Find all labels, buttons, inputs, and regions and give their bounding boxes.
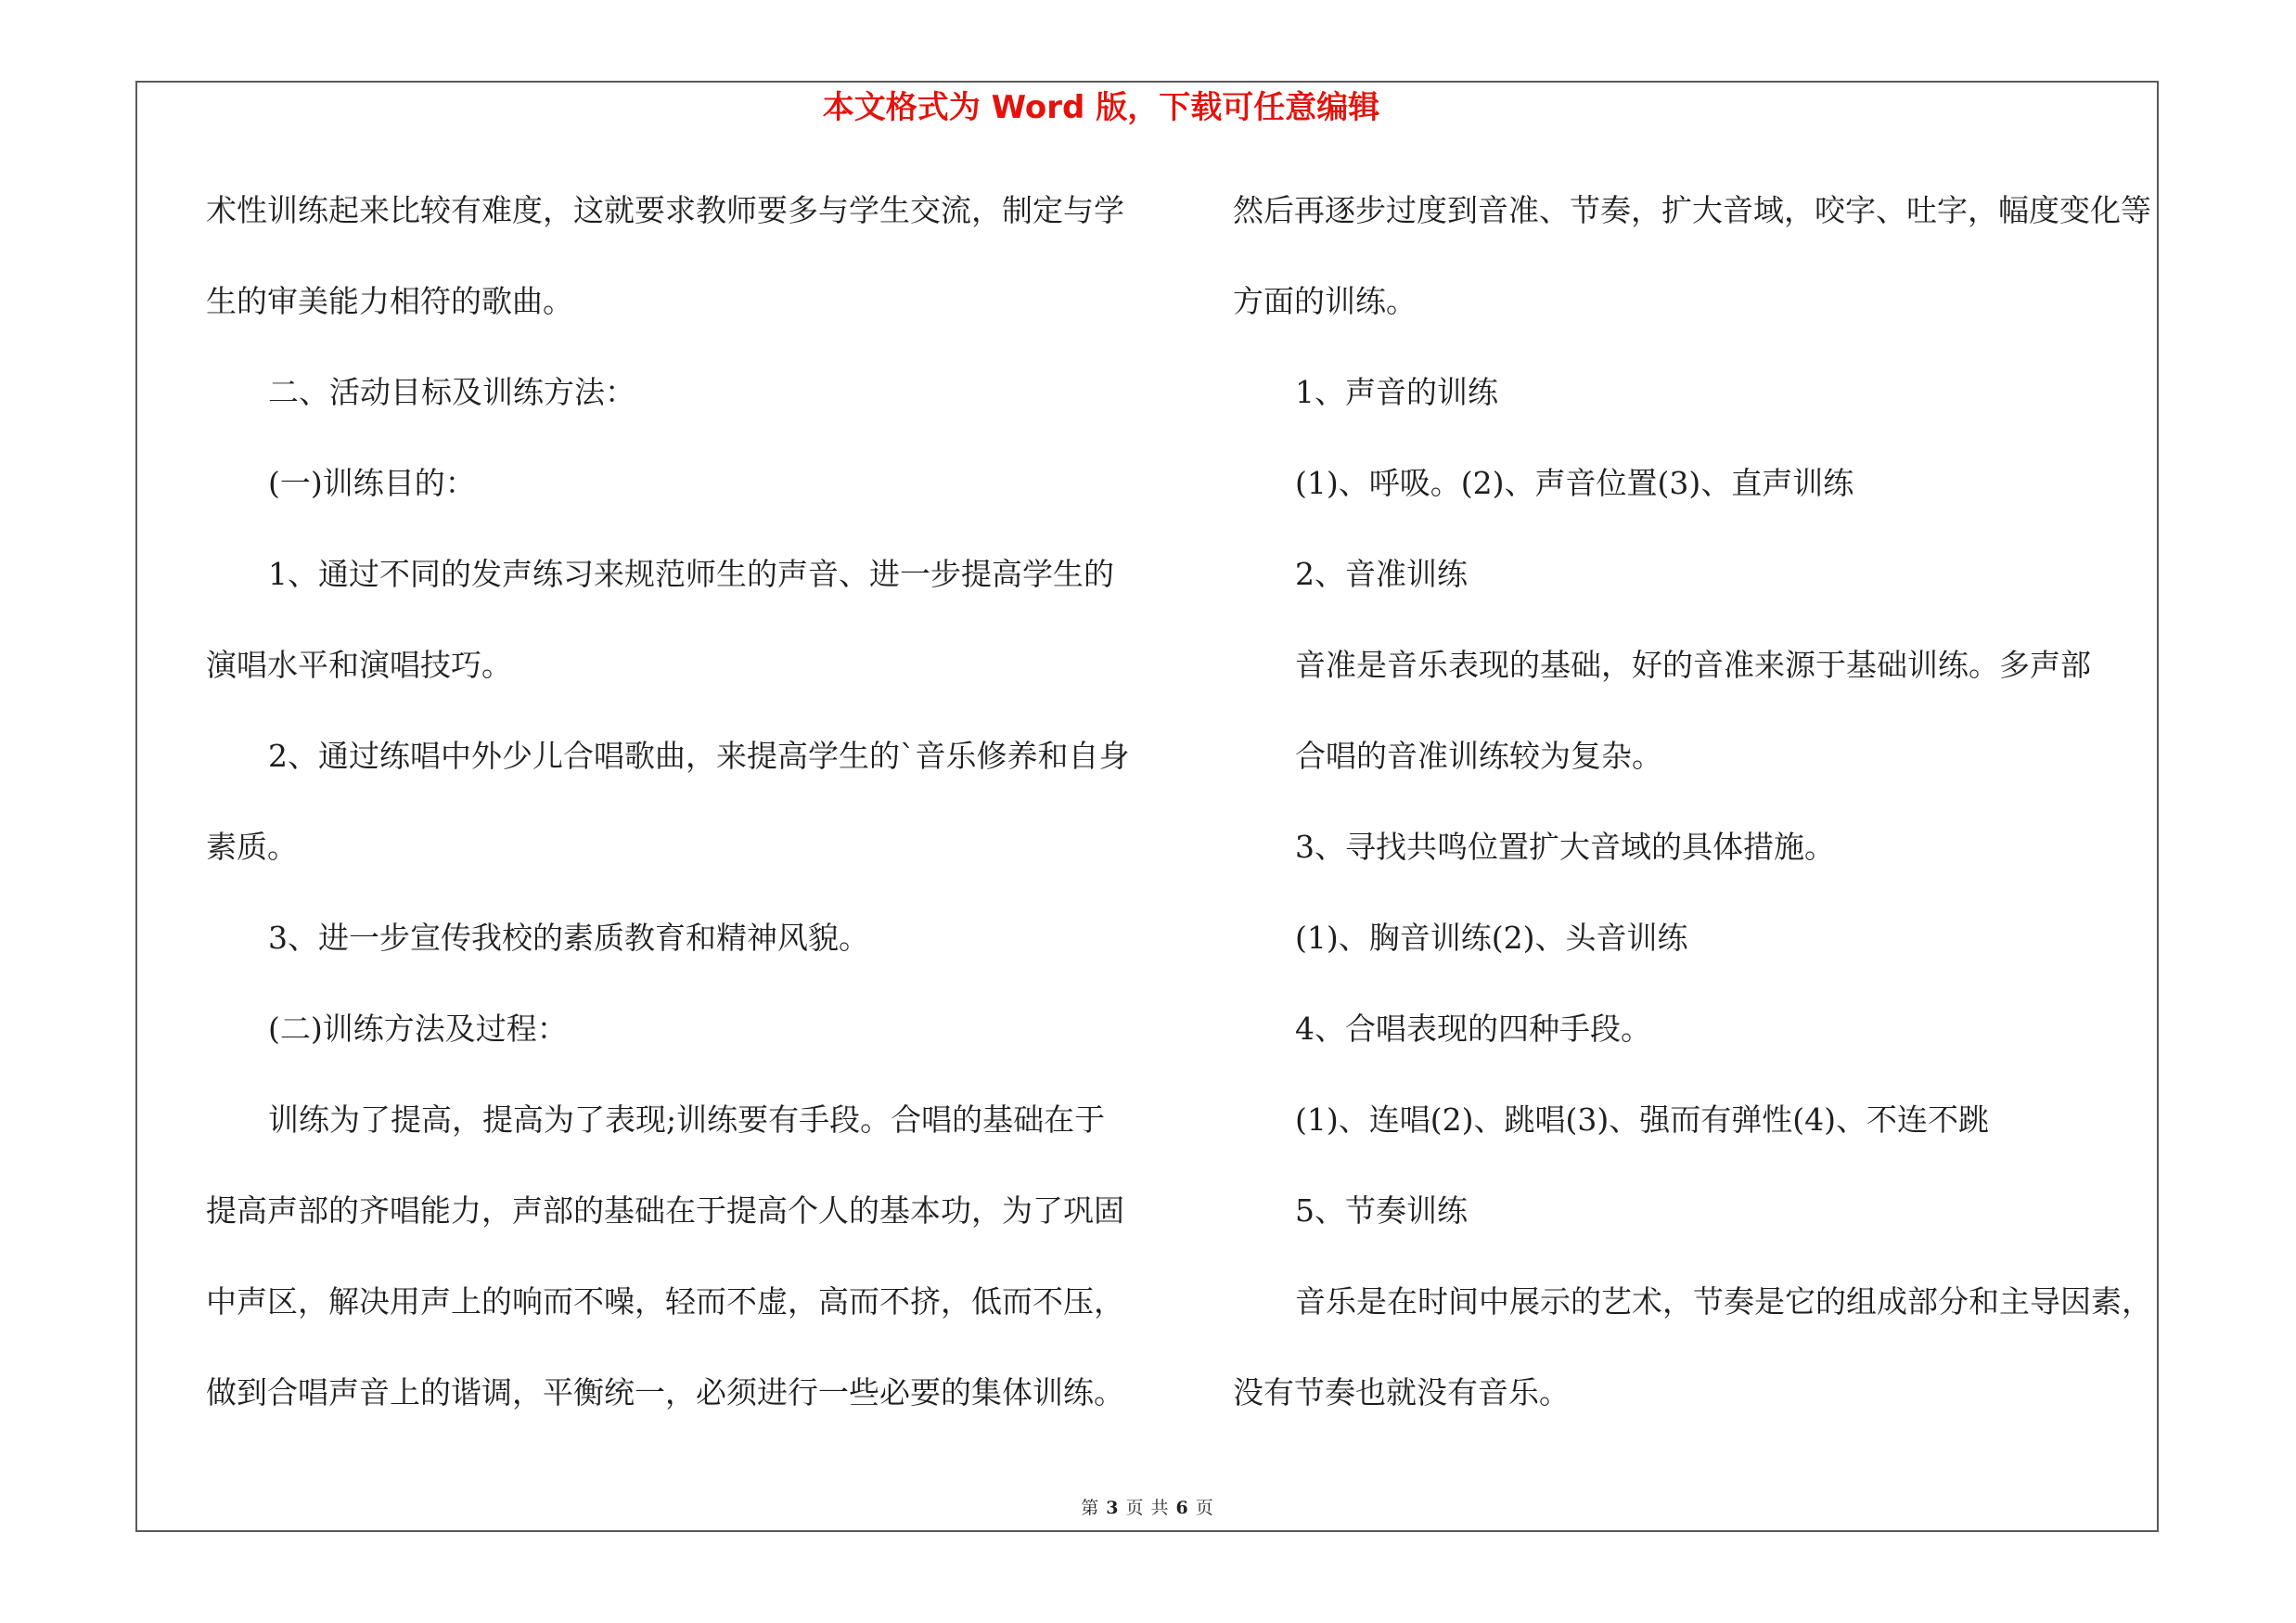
page-number-footer bbox=[135, 1496, 2159, 1520]
right-column-line: (1)、胸音训练(2)、头音训练 bbox=[1295, 920, 1688, 956]
page-suffix: 页 bbox=[1125, 1498, 1144, 1518]
left-column-line: 素质。 bbox=[206, 829, 298, 865]
right-column-line: 音乐是在时间中展示的艺术，节奏是它的组成部分和主导因素， bbox=[1295, 1283, 2152, 1320]
page-prefix: 第 bbox=[1081, 1498, 1099, 1518]
left-column-line: 中声区，解决用声上的响而不噪，轻而不虚，高而不挤，低而不压， bbox=[206, 1283, 1124, 1320]
list-item-heading: 2、音准训练 bbox=[1295, 556, 1468, 592]
left-column-line: 训练为了提高，提高为了表现;训练要有手段。合唱的基础在于 bbox=[268, 1101, 1106, 1138]
right-column-line: 没有节奏也就没有音乐。 bbox=[1233, 1374, 1570, 1410]
right-column-line: 合唱的音准训练较为复杂。 bbox=[1295, 738, 1662, 774]
section-heading: 二、活动目标及训练方法： bbox=[268, 374, 635, 410]
left-column-line: 演唱水平和演唱技巧。 bbox=[206, 647, 512, 683]
right-column-line: 然后再逐步过度到音准、节奏，扩大音域，咬字、吐字，幅度变化等 bbox=[1233, 192, 2151, 228]
total-page-count: 6 bbox=[1175, 1498, 1188, 1518]
left-column-line: 2、通过练唱中外少儿合唱歌曲，来提高学生的`音乐修养和自身 bbox=[268, 738, 1130, 774]
list-item-heading: 3、寻找共鸣位置扩大音域的具体措施。 bbox=[1295, 829, 1835, 865]
right-column-line: (1)、呼吸。(2)、声音位置(3)、直声训练 bbox=[1295, 465, 1854, 501]
left-column-line: 术性训练起来比较有难度，这就要求教师要多与学生交流，制定与学 bbox=[206, 192, 1124, 228]
subsection-heading: (二)训练方法及过程： bbox=[268, 1011, 568, 1047]
left-column-line: 提高声部的齐唱能力，声部的基础在于提高个人的基本功，为了巩固 bbox=[206, 1192, 1124, 1229]
right-column-line: 方面的训练。 bbox=[1233, 283, 1417, 319]
right-column-line: (1)、连唱(2)、跳唱(3)、强而有弹性(4)、不连不跳 bbox=[1295, 1101, 1989, 1138]
left-column-line: 3、进一步宣传我校的素质教育和精神风貌。 bbox=[268, 920, 869, 956]
list-item-heading: 1、声音的训练 bbox=[1295, 374, 1498, 410]
current-page-number: 3 bbox=[1106, 1498, 1119, 1518]
list-item-heading: 5、节奏训练 bbox=[1295, 1192, 1468, 1229]
format-notice-header: 本文格式为 Word 版，下载可任意编辑 bbox=[822, 89, 1380, 126]
total-prefix: 共 bbox=[1150, 1498, 1169, 1518]
left-column-line: 做到合唱声音上的谐调，平衡统一，必须进行一些必要的集体训练。 bbox=[206, 1374, 1124, 1410]
total-suffix: 页 bbox=[1195, 1498, 1213, 1518]
subsection-heading: (一)训练目的： bbox=[268, 465, 476, 501]
list-item-heading: 4、合唱表现的四种手段。 bbox=[1295, 1011, 1651, 1047]
left-column-line: 1、通过不同的发声练习来规范师生的声音、进一步提高学生的 bbox=[268, 556, 1114, 592]
right-column-line: 音准是音乐表现的基础，好的音准来源于基础训练。多声部 bbox=[1295, 647, 2091, 683]
left-column-line: 生的审美能力相符的歌曲。 bbox=[206, 283, 573, 319]
